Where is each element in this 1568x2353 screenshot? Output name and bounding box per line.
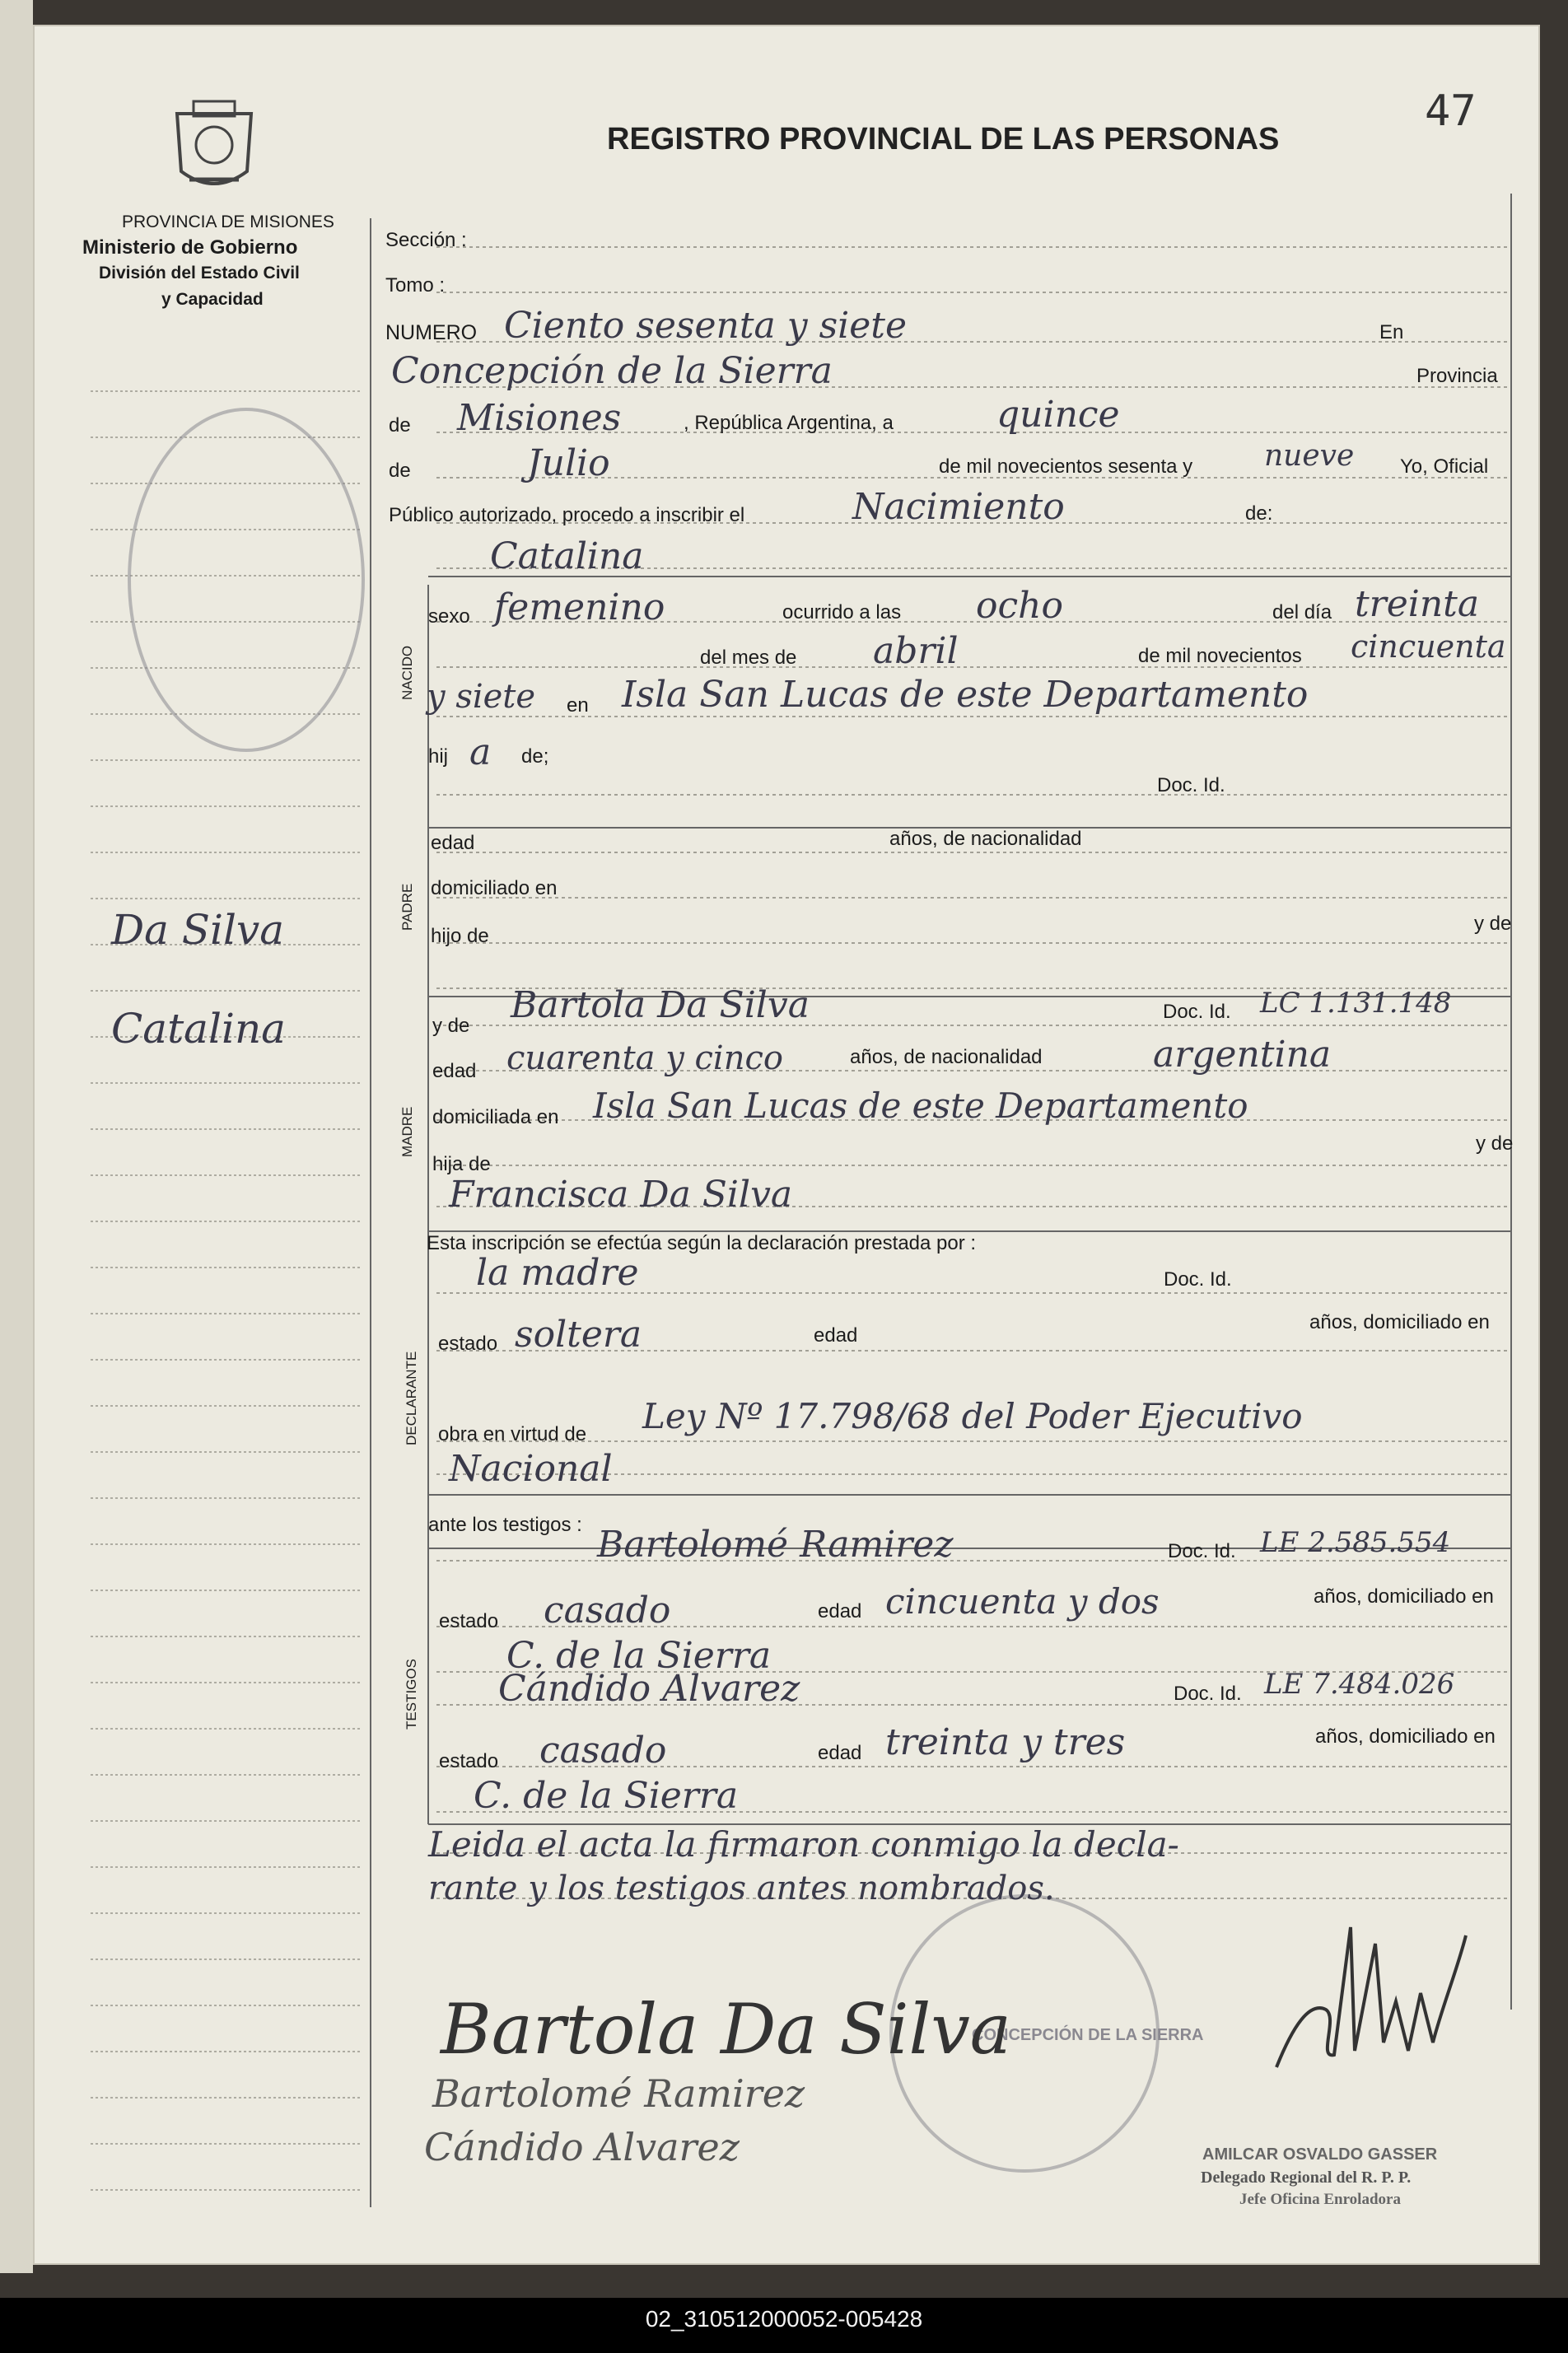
value-ley: Ley Nº 17.798/68 del Poder Ejecutivo xyxy=(642,1396,1303,1436)
label-obra: obra en virtud de xyxy=(438,1423,587,1445)
label-de-colon: de: xyxy=(1245,502,1273,525)
label-del-mes: del mes de xyxy=(700,647,797,669)
org-division: División del Estado Civil xyxy=(99,264,300,282)
label-estado-t2: estado xyxy=(439,1750,499,1772)
label-edad-t2: edad xyxy=(818,1742,862,1764)
label-estado-decl: estado xyxy=(438,1333,498,1355)
value-t1-estado: casado xyxy=(544,1590,671,1632)
stamp-text: CONCEPCIÓN DE LA SIERRA xyxy=(972,2026,1204,2044)
value-madre-nac: argentina xyxy=(1153,1034,1332,1076)
org-province: PROVINCIA DE MISIONES xyxy=(122,212,334,231)
value-anio-nac-b: y siete xyxy=(427,678,536,716)
value-t2-dom: C. de la Sierra xyxy=(474,1775,739,1817)
label-provincia: Provincia xyxy=(1416,365,1498,387)
value-t2-edad: treinta y tres xyxy=(885,1721,1126,1763)
label-doc-id-madre: Doc. Id. xyxy=(1163,1001,1231,1023)
label-republica: , República Argentina, a xyxy=(684,412,894,434)
label-de-semi: de; xyxy=(521,745,549,768)
value-testigo1: Bartolomé Ramirez xyxy=(597,1524,954,1566)
label-del-dia: del día xyxy=(1272,601,1332,623)
label-anos-dom-t1: años, domiciliado en xyxy=(1314,1585,1494,1608)
margin-note-surname: Da Silva xyxy=(111,906,285,954)
label-domiciliado-padre: domiciliado en xyxy=(431,877,558,899)
margin-note-name: Catalina xyxy=(111,1005,286,1053)
label-estado-t1: estado xyxy=(439,1610,499,1632)
label-edad-decl: edad xyxy=(814,1324,858,1347)
label-publico: Público autorizado, procedo a inscribir el xyxy=(389,504,745,526)
label-doc-id-t1: Doc. Id. xyxy=(1168,1540,1236,1562)
official-role: Delegado Regional del R. P. P. xyxy=(1201,2169,1412,2187)
value-numero: Ciento sesenta y siete xyxy=(504,305,908,347)
value-declarante: la madre xyxy=(476,1252,639,1294)
label-esta-inscripcion: Esta inscripción se efectúa según la declaración prestada por : xyxy=(427,1232,977,1254)
official-signature-icon xyxy=(1260,1911,1482,2100)
label-anos-nac-madre: años, de nacionalidad xyxy=(850,1046,1043,1068)
value-madre-edad: cuarenta y cinco xyxy=(506,1039,783,1077)
value-anio-nac-a: cincuenta xyxy=(1351,628,1506,665)
page-number: 47 xyxy=(1425,86,1477,136)
value-leida-a: Leida el acta la firmaron conmigo la decla- xyxy=(428,1824,1179,1865)
org-ministry: Ministerio de Gobierno xyxy=(82,236,298,259)
value-anio: nueve xyxy=(1264,439,1355,473)
scan-id: 02_310512000052-005428 xyxy=(645,2306,923,2332)
label-ante-testigos: ante los testigos : xyxy=(428,1514,582,1536)
label-ocurrido: ocurrido a las xyxy=(782,601,902,623)
value-sexo: femenino xyxy=(494,586,665,628)
value-lugar-nac: Isla San Lucas de este Departamento xyxy=(622,674,1309,716)
label-seccion: Sección : xyxy=(385,229,467,251)
value-t2-estado: casado xyxy=(539,1730,667,1772)
label-hija-de: hija de xyxy=(432,1153,491,1175)
label-tomo: Tomo : xyxy=(385,274,446,296)
coat-of-arms-icon xyxy=(165,97,264,200)
label-yo-oficial: Yo, Oficial xyxy=(1400,455,1489,478)
value-testigo2: Cándido Alvarez xyxy=(498,1668,800,1710)
label-edad-madre: edad xyxy=(432,1060,477,1082)
signature-madre: Bartola Da Silva xyxy=(441,1989,1011,2070)
value-madre-doc: LC 1.131.148 xyxy=(1260,987,1452,1020)
label-domiciliada: domiciliada en xyxy=(432,1106,559,1128)
section-declarante: DECLARANTE xyxy=(404,1351,419,1445)
label-y-de-madre: y de xyxy=(432,1015,470,1037)
value-nombre: Catalina xyxy=(490,535,644,577)
label-edad-t1: edad xyxy=(818,1600,862,1622)
label-hij: hij xyxy=(428,745,449,768)
label-anos-dom-decl: años, domiciliado en xyxy=(1309,1311,1490,1333)
label-anos-dom-t2: años, domiciliado en xyxy=(1315,1725,1496,1748)
label-edad-padre: edad xyxy=(431,832,475,854)
signature-testigo2: Cándido Alvarez xyxy=(424,2125,740,2169)
label-doc-id-padre: Doc. Id. xyxy=(1157,774,1225,796)
label-de-mil-2: de mil novecientos xyxy=(1138,645,1302,667)
value-mes: Julio xyxy=(527,442,610,484)
value-t1-dom: C. de la Sierra xyxy=(506,1635,772,1677)
section-nacido: NACIDO xyxy=(399,645,415,700)
label-y-de-2: y de xyxy=(1476,1132,1514,1155)
section-madre: MADRE xyxy=(399,1106,415,1157)
value-dia: quince xyxy=(996,394,1120,436)
label-de-2: de xyxy=(389,460,411,482)
value-dia-nac: treinta xyxy=(1355,583,1480,625)
label-anos-nac-padre: años, de nacionalidad xyxy=(889,828,1082,850)
value-ley-b: Nacional xyxy=(449,1448,613,1490)
label-en-2: en xyxy=(567,694,589,717)
official-name: AMILCAR OSVALDO GASSER xyxy=(1202,2145,1438,2164)
value-acto: Nacimiento xyxy=(852,486,1065,528)
value-abuela: Francisca Da Silva xyxy=(449,1174,793,1216)
label-hijo-de: hijo de xyxy=(431,925,489,947)
value-testigo2-doc: LE 7.484.026 xyxy=(1264,1668,1455,1701)
label-de-mil: de mil novecientos sesenta y xyxy=(939,455,1193,478)
label-numero: NUMERO xyxy=(385,321,478,344)
value-decl-estado: soltera xyxy=(515,1314,642,1356)
value-madre-dom: Isla San Lucas de este Departamento xyxy=(593,1085,1248,1126)
value-hora: ocho xyxy=(976,585,1063,627)
value-mes-nac: abril xyxy=(873,630,959,672)
label-sexo: sexo xyxy=(428,605,470,628)
value-hij-sufijo: a xyxy=(469,731,492,773)
section-padre: PADRE xyxy=(399,883,415,931)
value-leida-b: rante y los testigos antes nombrados. xyxy=(428,1870,1055,1907)
signature-testigo1: Bartolomé Ramirez xyxy=(432,2071,805,2116)
label-y-de-1: y de xyxy=(1474,913,1512,935)
section-testigos: TESTIGOS xyxy=(404,1659,419,1730)
circular-stamp-upper xyxy=(128,408,365,752)
document-title: REGISTRO PROVINCIAL DE LAS PERSONAS xyxy=(607,122,1280,156)
label-doc-id-t2: Doc. Id. xyxy=(1174,1683,1242,1705)
label-de-1: de xyxy=(389,414,411,437)
org-capacity: y Capacidad xyxy=(161,290,264,309)
value-t1-edad: cincuenta y dos xyxy=(885,1581,1160,1622)
value-lugar: Concepción de la Sierra xyxy=(391,350,833,392)
value-testigo1-doc: LE 2.585.554 xyxy=(1260,1526,1451,1559)
value-provincia: Misiones xyxy=(457,397,622,439)
official-office: Jefe Oficina Enroladora xyxy=(1239,2191,1401,2208)
label-doc-id-decl: Doc. Id. xyxy=(1164,1268,1232,1291)
label-en: En xyxy=(1379,321,1404,343)
value-madre-nombre: Bartola Da Silva xyxy=(511,984,810,1026)
